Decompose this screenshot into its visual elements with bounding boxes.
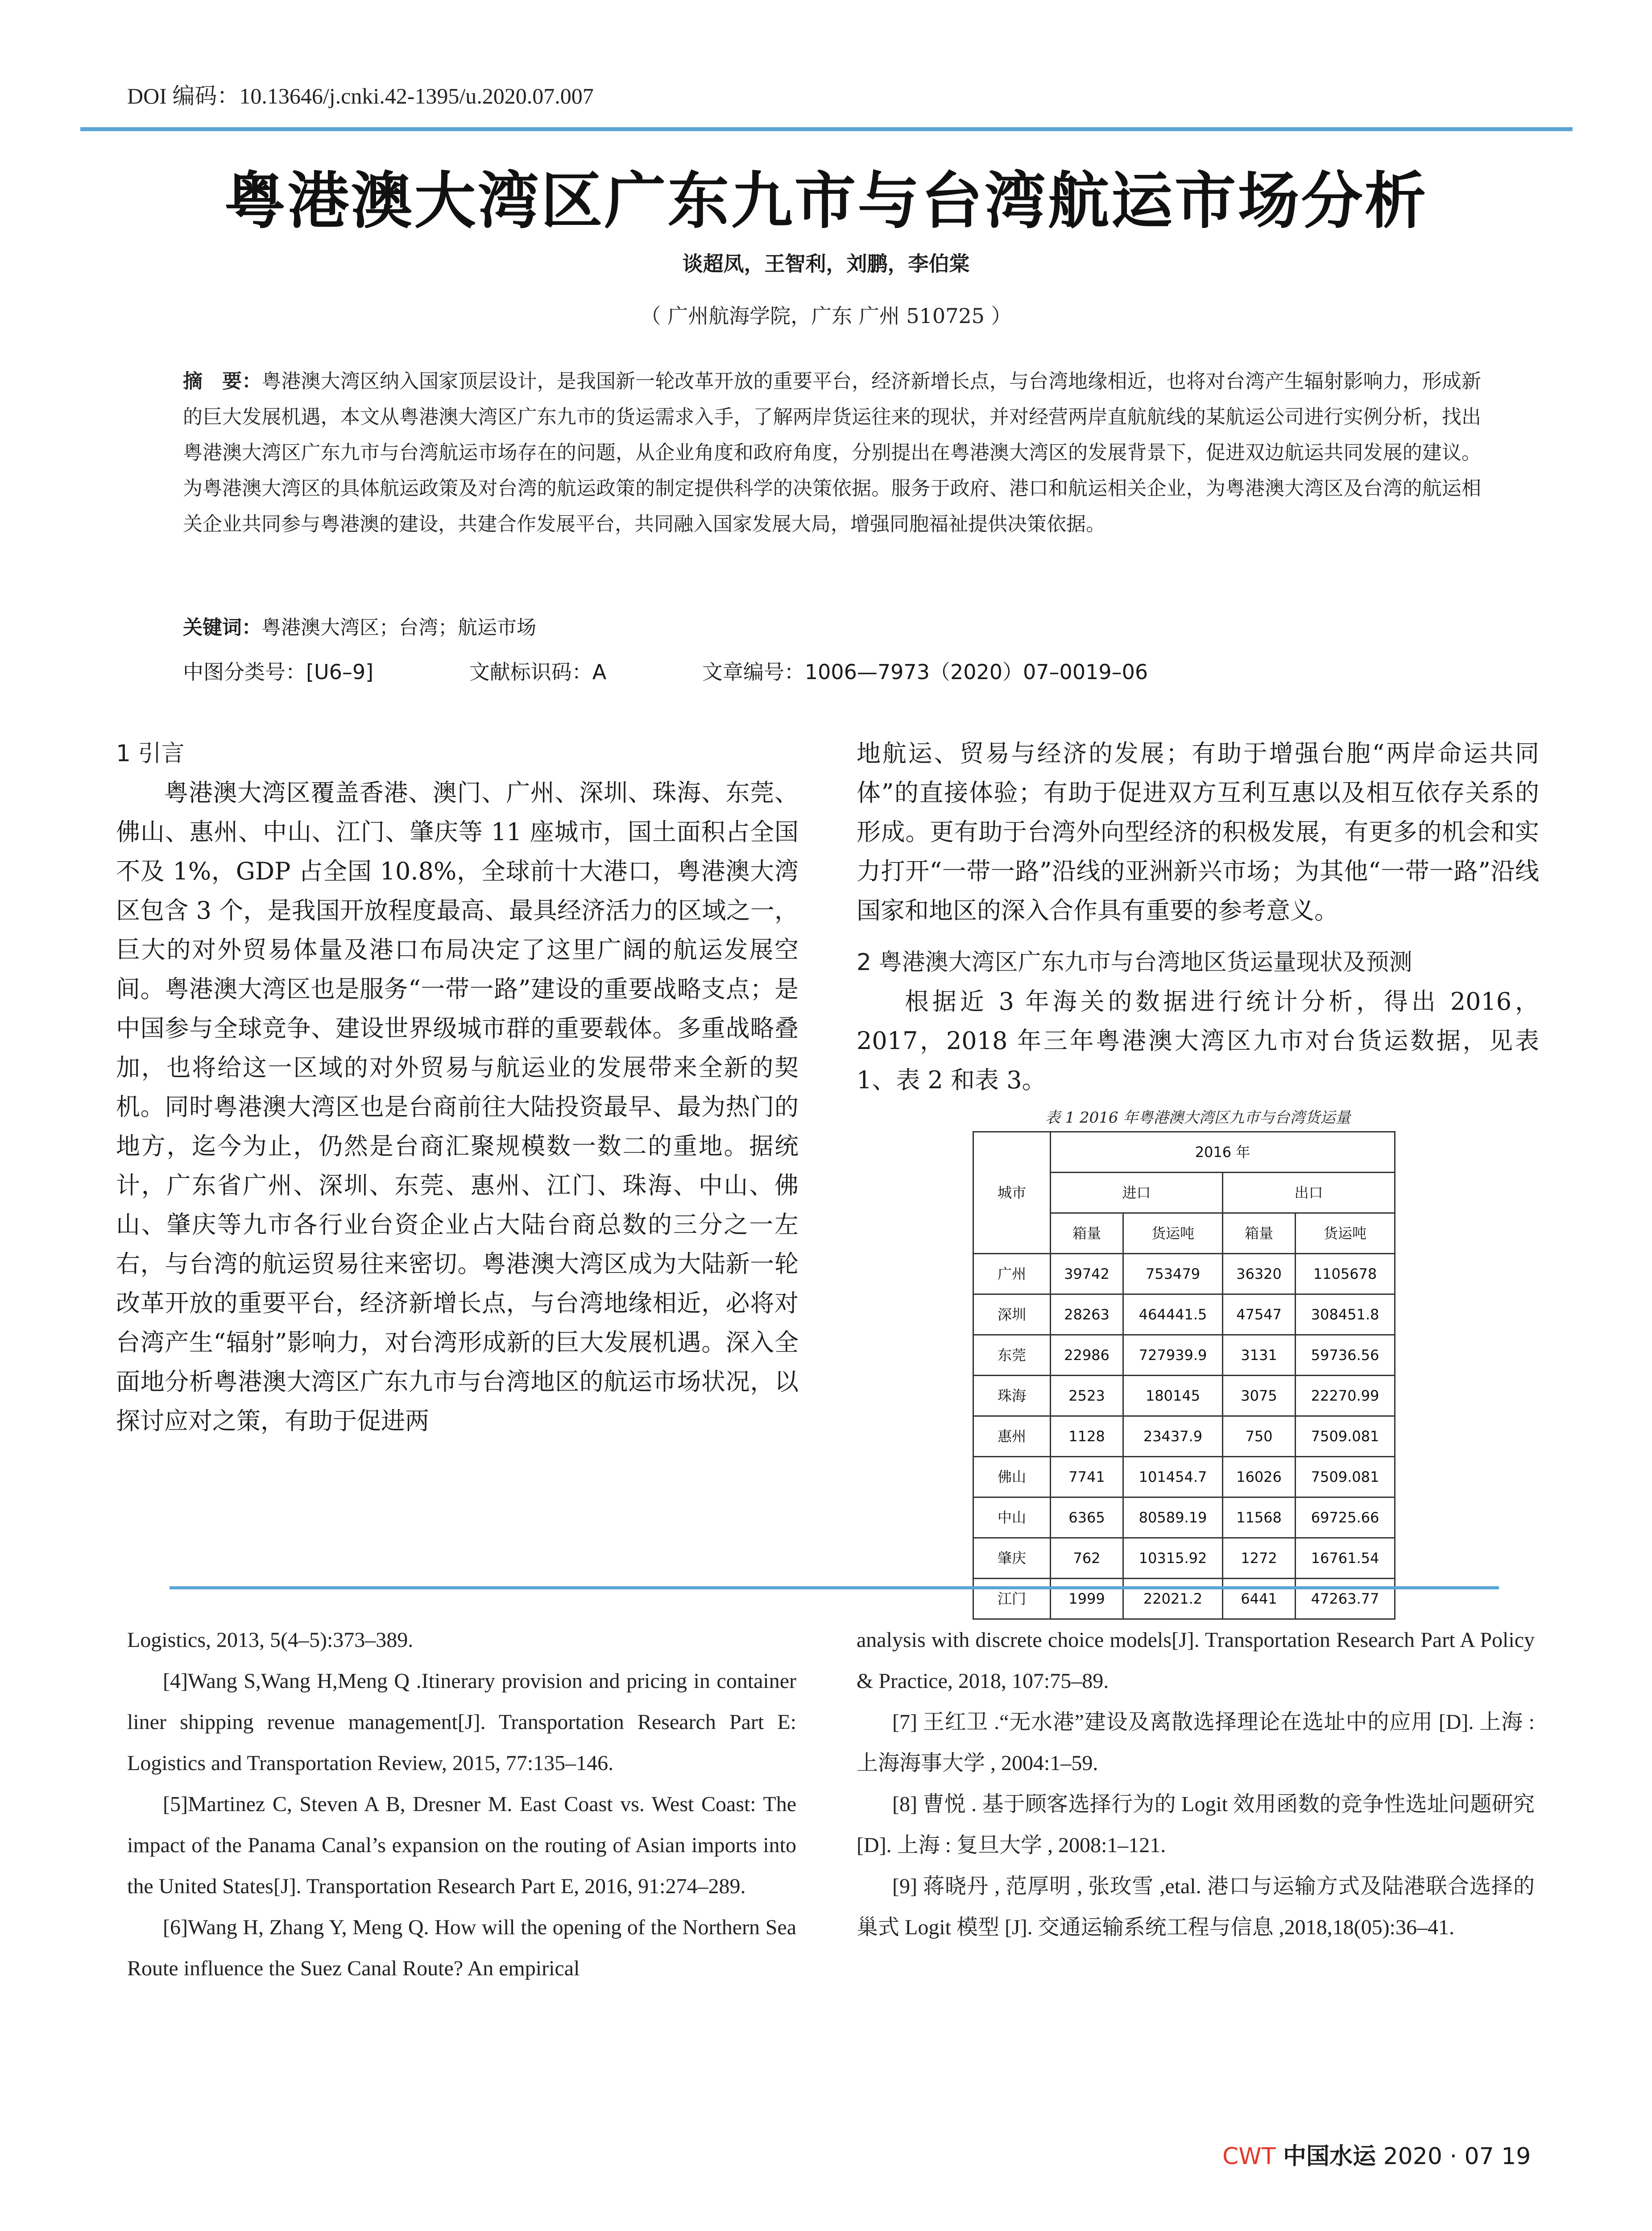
table-cell-value: 39742 (1051, 1254, 1123, 1294)
table-cell-city: 东莞 (973, 1335, 1051, 1376)
table-cell-value: 10315.92 (1123, 1538, 1223, 1579)
references-divider (170, 1586, 1499, 1589)
table-cell-city: 江门 (973, 1579, 1051, 1619)
reference-item: analysis with discrete choice models[J]. Transportation Research Part A Policy & Practice, 2018, 107:75–89. (857, 1628, 1535, 1693)
table-subheader: 货运吨 (1296, 1213, 1395, 1254)
table-cell-value: 308451.8 (1296, 1294, 1395, 1335)
table-cell-value: 11568 (1223, 1497, 1296, 1538)
table-cell-value: 753479 (1123, 1254, 1223, 1294)
keywords-label: 关键词： (183, 616, 261, 639)
table-cell-value: 7509.081 (1296, 1457, 1395, 1497)
table-cell-value: 101454.7 (1123, 1457, 1223, 1497)
classification-line (183, 656, 1481, 685)
section-1-continued: 地航运、贸易与经济的发展；有助于增强台胞“两岸命运共同体”的直接体验；有助于促进双方互利互惠以及相互依存关系的形成。更有助于台湾外向型经济的积极发展，有更多的机会和实力打开“一带一路”沿线的亚洲新兴市场；为其他“一带一路”沿线国家和地区的深入合作具有重要的参考意义。 (857, 739, 1539, 925)
table-cell-value: 2523 (1051, 1376, 1123, 1416)
table-cell-city: 深圳 (973, 1294, 1051, 1335)
cwt-logo: CWT (1222, 2143, 1276, 2170)
table-cell-city: 惠州 (973, 1416, 1051, 1457)
table-header-city: 城市 (973, 1132, 1051, 1254)
table-cell-value: 23437.9 (1123, 1416, 1223, 1457)
table-row (973, 1497, 1395, 1538)
table-cell-value: 47547 (1223, 1294, 1296, 1335)
page-number: 19 (1501, 2143, 1531, 2170)
table-cell-value: 6441 (1223, 1579, 1296, 1619)
table-cell-value: 1272 (1223, 1538, 1296, 1579)
paper-title: 粤港澳大湾区广东九市与台湾航运市场分析 (224, 165, 1428, 237)
table-subheader: 箱量 (1051, 1213, 1123, 1254)
section-1-paragraph: 粤港澳大湾区覆盖香港、澳门、广州、深圳、珠海、东莞、佛山、惠州、中山、江门、肇庆等 11 座城市，国土面积占全国不及 1%，GDP 占全国 10.8%，全球前十大港口，粤港澳大湾区包含 3 个，是我国开放程度最高、最具经济活力的区域之一，巨大的对外贸易体量及港口布局决定了这里广阔的航运发展空间。粤港澳大湾区也是服务“一带一路”建设的重要战略支点；是中国参与全球竞争、建设世界级城市群的重要载体。多重战略叠加，也将给这一区域的对外贸易与航运业的发展带来全新的契机。同时粤港澳大湾区也是台商前往大陆投资最早、最为热门的地方，迄今为止，仍然是台商汇聚规模数一数二的重地。据统计，广东省广州、深圳、东莞、惠州、江门、珠海、中山、佛山、肇庆等九市各行业台资企业占大陆台商总数的三分之一左右，与台湾的航运贸易往来密切。粤港澳大湾区成为大陆新一轮改革开放的重要平台，经济新增长点，与台湾地缘相近，必将对台湾产生“辐射”影响力，对台湾形成新的巨大发展机遇。深入全面地分析粤港澳大湾区广东九市与台湾地区的航运市场状况，以探讨应对之策，有助于促进两 (116, 779, 799, 1435)
table-row (973, 1579, 1395, 1619)
abstract-label: 摘 要： (183, 370, 262, 393)
table-cell-value: 464441.5 (1123, 1294, 1223, 1335)
table-row (973, 1538, 1395, 1579)
table-cell-value: 47263.77 (1296, 1579, 1395, 1619)
table-cell-value: 22270.99 (1296, 1376, 1395, 1416)
affiliation: （ 广州航海学院，广东 广州 510725 ） (640, 304, 1012, 328)
issue-number: 2020 · 07 (1383, 2143, 1494, 2170)
reference-item: [4]Wang S,Wang H,Meng Q .Itinerary provision and pricing in container liner shipping revenue management[J]. Transportation Research Part E: Logistics and Transportation Review, 2015, 77:135–146. (127, 1669, 796, 1775)
header-rule (80, 127, 1573, 131)
section-2-paragraph: 根据近 3 年海关的数据进行统计分析，得出 2016，2017，2018 年三年粤港澳大湾区九市对台货运数据，见表 1、表 2 和表 3。 (857, 987, 1539, 1094)
table-cell-value: 80589.19 (1123, 1497, 1223, 1538)
references-right (857, 1620, 1535, 1948)
authors: 谈超凤，王智利，刘鹏，李伯棠 (682, 252, 970, 276)
table-cell-value: 16761.54 (1296, 1538, 1395, 1579)
doc-code: 文献标识码：A (469, 660, 607, 684)
reference-item: Logistics, 2013, 5(4–5):373–389. (127, 1628, 414, 1652)
reference-item: [5]Martinez C, Steven A B, Dresner M. East Coast vs. West Coast: The impact of the Panama Canal’s expansion on the routing of Asian imports into the United States[J]. Transportation Research Part E, 2016, 91:274–289. (127, 1792, 796, 1898)
table-row (973, 1457, 1395, 1497)
table-cell-value: 6365 (1051, 1497, 1123, 1538)
table-cell-value: 750 (1223, 1416, 1296, 1457)
table-cell-value: 7509.081 (1296, 1416, 1395, 1457)
table-cell-city: 中山 (973, 1497, 1051, 1538)
table-cell-value: 16026 (1223, 1457, 1296, 1497)
table-cell-value: 3075 (1223, 1376, 1296, 1416)
table-row (973, 1416, 1395, 1457)
reference-item: [8] 曹悦 . 基于顾客选择行为的 Logit 效用函数的竞争性选址问题研究 [D]. 上海 : 复旦大学 , 2008:1–121. (857, 1792, 1535, 1857)
table-row (973, 1335, 1395, 1376)
section-2-heading: 2 粤港澳大湾区广东九市与台湾地区货运量现状及预测 (857, 949, 1412, 976)
table-cell-value: 36320 (1223, 1254, 1296, 1294)
table-cell-value: 1128 (1051, 1416, 1123, 1457)
table-row (973, 1376, 1395, 1416)
references-left (127, 1620, 796, 1989)
table-cell-value: 762 (1051, 1538, 1123, 1579)
table-cell-value: 7741 (1051, 1457, 1123, 1497)
table-row (973, 1294, 1395, 1335)
table-cell-value: 180145 (1123, 1376, 1223, 1416)
table-cell-value: 1105678 (1296, 1254, 1395, 1294)
table-1-caption: 表 1 2016 年粤港澳大湾区九市与台湾货运量 (1045, 1109, 1351, 1127)
table-cell-value: 59736.56 (1296, 1335, 1395, 1376)
section-1-heading: 1 引言 (116, 740, 185, 767)
table-cell-value: 3131 (1223, 1335, 1296, 1376)
article-number: 文章编号：1006—7973（2020）07–0019–06 (702, 660, 1148, 684)
table-cell-city: 肇庆 (973, 1538, 1051, 1579)
reference-item: [6]Wang H, Zhang Y, Meng Q. How will the opening of the Northern Sea Route influence the Suez Canal Route? An empirical (127, 1916, 796, 1980)
table-cell-value: 727939.9 (1123, 1335, 1223, 1376)
reference-item: [7] 王红卫 .“无水港”建设及离散选择理论在选址中的应用 [D]. 上海 : 上海海事大学 , 2004:1–59. (857, 1710, 1535, 1775)
right-column (857, 734, 1539, 1620)
keywords (183, 611, 536, 640)
table-cell-value: 28263 (1051, 1294, 1123, 1335)
table-subheader: 货运吨 (1123, 1213, 1223, 1254)
left-column (116, 734, 799, 1441)
table-cell-value: 22021.2 (1123, 1579, 1223, 1619)
table-header-export: 出口 (1223, 1173, 1395, 1213)
keywords-text: 粤港澳大湾区；台湾；航运市场 (261, 616, 536, 639)
table-row (973, 1254, 1395, 1294)
table-cell-city: 佛山 (973, 1457, 1051, 1497)
table-cell-value: 1999 (1051, 1579, 1123, 1619)
table-1 (973, 1131, 1395, 1620)
table-subheader: 箱量 (1223, 1213, 1296, 1254)
table-cell-city: 珠海 (973, 1376, 1051, 1416)
table-cell-value: 22986 (1051, 1335, 1123, 1376)
table-cell-city: 广州 (973, 1254, 1051, 1294)
abstract-text: 粤港澳大湾区纳入国家顶层设计，是我国新一轮改革开放的重要平台，经济新增长点，与台湾地缘相近，也将对台湾产生辐射影响力，形成新的巨大发展机遇，本文从粤港澳大湾区广东九市的货运需求入手，了解两岸货运往来的现状，并对经营两岸直航航线的某航运公司进行实例分析，找出粤港澳大湾区广东九市与台湾航运市场存在的问题，从企业角度和政府角度，分别提出在粤港澳大湾区的发展背景下，促进双边航运共同发展的建议。为粤港澳大湾区的具体航运政策及对台湾的航运政策的制定提供科学的决策依据。服务于政府、港口和航运相关企业，为粤港澳大湾区及台湾的航运相关企业共同参与粤港澳的建设，共建合作发展平台，共同融入国家发展大局，增强同胞福祉提供决策依据。 (183, 370, 1481, 535)
table-header-year: 2016 年 (1051, 1132, 1395, 1173)
clc-number: 中图分类号：[U6–9] (183, 660, 374, 684)
table-header-import: 进口 (1051, 1173, 1223, 1213)
page-footer (1222, 2137, 1531, 2171)
reference-item: [9] 蒋晓丹 , 范厚明 , 张玫雪 ,etal. 港口与运输方式及陆港联合选择的巢式 Logit 模型 [J]. 交通运输系统工程与信息 ,2018,18(05):36–41. (857, 1874, 1535, 1939)
abstract (183, 364, 1481, 542)
table-cell-value: 69725.66 (1296, 1497, 1395, 1538)
doi-line: DOI 编码：10.13646/j.cnki.42-1395/u.2020.07.007 (127, 83, 594, 108)
journal-name: 中国水运 (1283, 2143, 1376, 2170)
